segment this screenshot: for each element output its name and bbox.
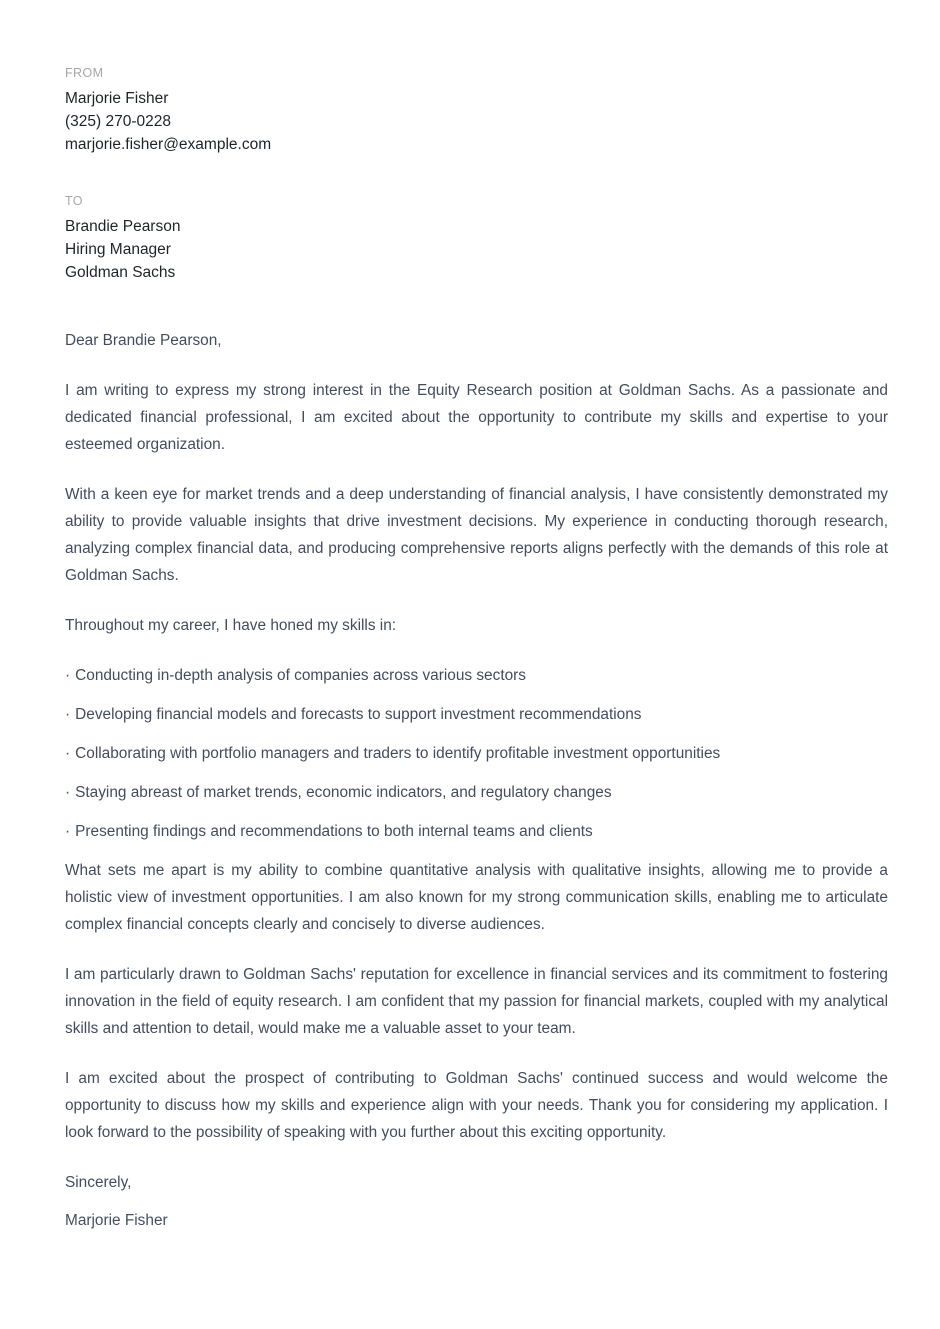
bullet-icon: · <box>65 745 71 762</box>
paragraph-thanks: I am excited about the prospect of contributing to Goldman Sachs' continued success and would welcome the opportunity to discuss how my skills and experience align with your needs. Thank you for considering my application. I look forward to the possibility of speaking with you further about this exciting opportunity. <box>65 1070 888 1141</box>
paragraph-strengths: What sets me apart is my ability to combine quantitative analysis with qualitative insights, allowing me to provide a holistic view of investment opportunities. I am also known for my strong communication skills, enabling me to articulate complex financial concepts clearly and concisely to diverse audiences. <box>65 862 888 933</box>
list-item <box>65 701 888 728</box>
paragraph-motivation: I am particularly drawn to Goldman Sachs' reputation for excellence in financial services and its commitment to fostering innovation in the field of equity research. I am confident that my passion for financial markets, coupled with my analytical skills and attention to detail, would make me a valuable asset to your team. <box>65 966 888 1037</box>
to-label: TO <box>65 194 83 208</box>
skills-list <box>65 662 888 845</box>
list-item <box>65 662 888 689</box>
sender-name: Marjorie Fisher <box>65 90 169 107</box>
recipient-company: Goldman Sachs <box>65 264 176 281</box>
sender-block <box>65 67 888 156</box>
bullet-icon: · <box>65 667 71 684</box>
recipient-name: Brandie Pearson <box>65 218 181 235</box>
list-item-text: Presenting findings and recommendations to both internal teams and clients <box>75 823 593 840</box>
recipient-title: Hiring Manager <box>65 241 171 258</box>
sender-phone: (325) 270-0228 <box>65 113 171 130</box>
bullet-icon: · <box>65 823 71 840</box>
skills-intro: Throughout my career, I have honed my skills in: <box>65 617 397 634</box>
paragraph-intro: I am writing to express my strong interest in the Equity Research position at Goldman Sachs. As a passionate and dedicated financial professional, I am excited about the opportunity to contribute my skills and expertise to your esteemed organization. <box>65 382 888 453</box>
list-item <box>65 818 888 845</box>
signature-name: Marjorie Fisher <box>65 1212 168 1229</box>
valediction: Sincerely, <box>65 1174 132 1191</box>
from-label: FROM <box>65 66 104 80</box>
recipient-block <box>65 195 888 284</box>
list-item-text: Staying abreast of market trends, economic indicators, and regulatory changes <box>75 784 612 801</box>
list-item <box>65 779 888 806</box>
bullet-icon: · <box>65 706 71 723</box>
paragraph-experience: With a keen eye for market trends and a deep understanding of financial analysis, I have consistently demonstrated my ability to provide valuable insights that drive investment decisions. My experience in conducting thorough research, analyzing complex financial data, and producing comprehensive reports aligns perfectly with the demands of this role at Goldman Sachs. <box>65 486 888 584</box>
list-item-text: Developing financial models and forecasts to support investment recommendations <box>75 706 642 723</box>
list-item <box>65 740 888 767</box>
list-item-text: Collaborating with portfolio managers and traders to identify profitable investment opportunities <box>75 745 721 762</box>
salutation: Dear Brandie Pearson, <box>65 332 222 349</box>
sender-email: marjorie.fisher@example.com <box>65 136 272 153</box>
list-item-text: Conducting in-depth analysis of companies across various sectors <box>75 667 526 684</box>
letter-body <box>65 327 888 1234</box>
bullet-icon: · <box>65 784 71 801</box>
